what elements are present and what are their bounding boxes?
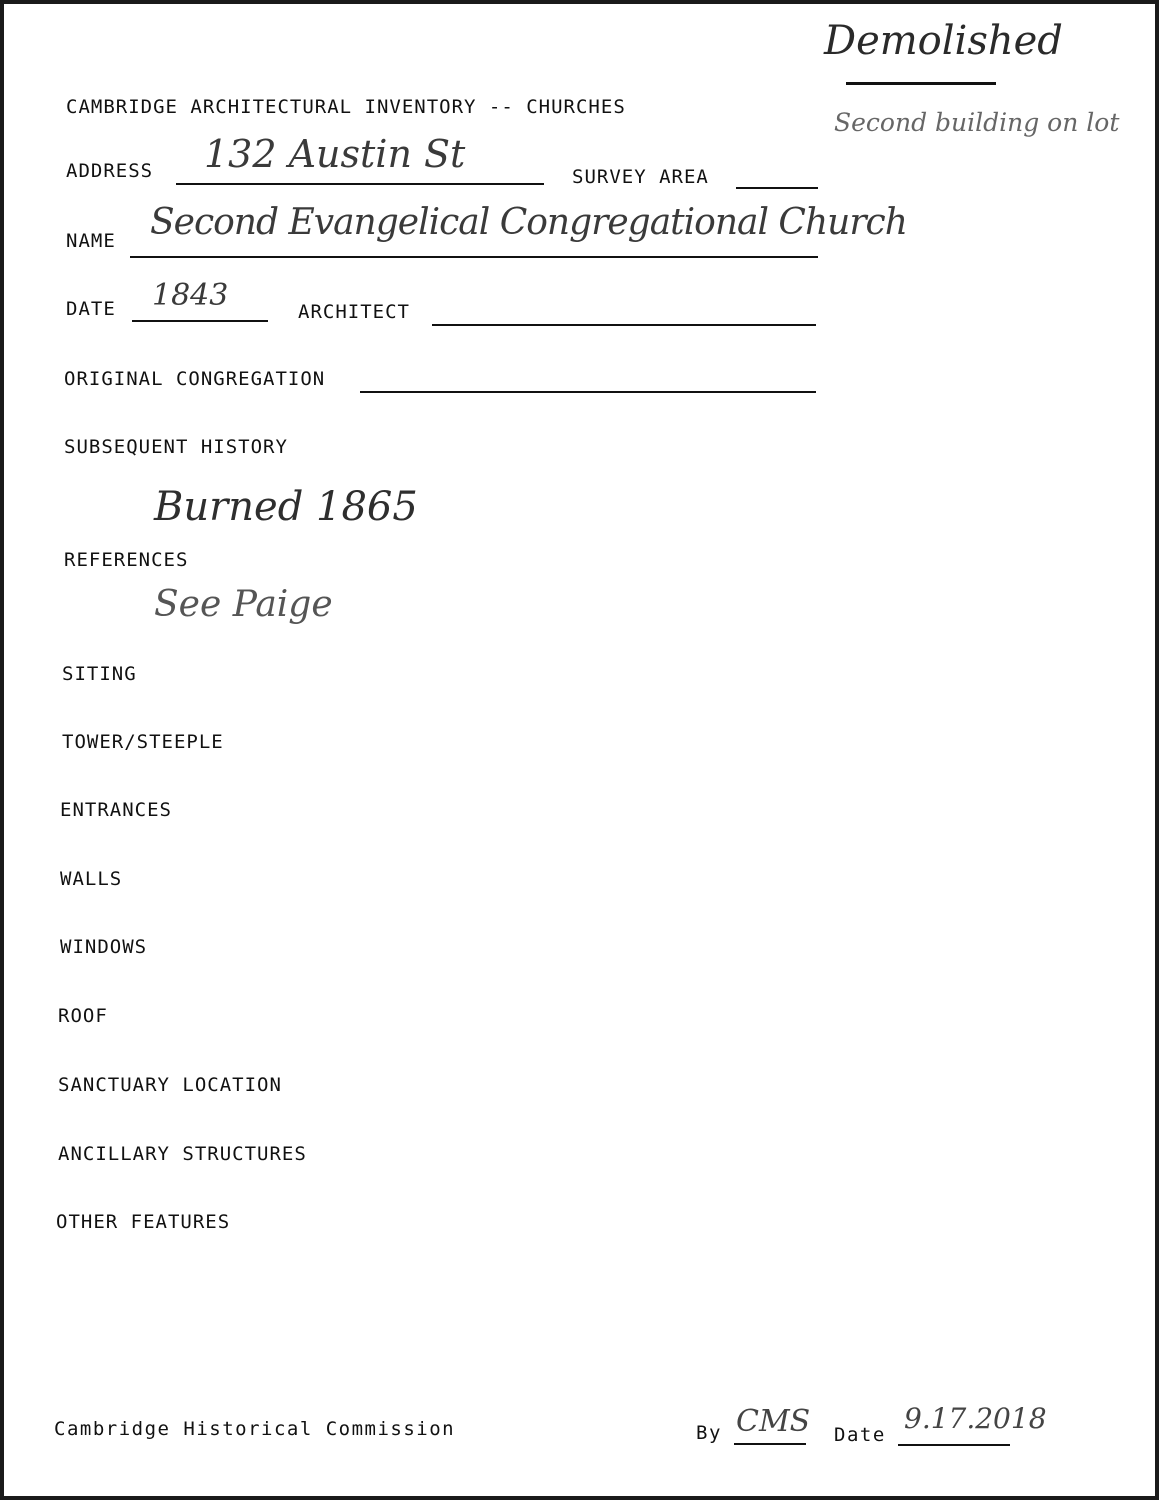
siting-label: SITING [62, 663, 137, 685]
footer-date-line [898, 1444, 1010, 1446]
sanctuary-location-label: SANCTUARY LOCATION [58, 1074, 282, 1096]
architect-label: ARCHITECT [298, 301, 410, 323]
status-underline [846, 82, 996, 85]
roof-label: ROOF [58, 1005, 108, 1027]
survey-date-value: 9.17.2018 [904, 1402, 1047, 1435]
windows-label: WINDOWS [60, 936, 148, 958]
other-features-label: OTHER FEATURES [56, 1211, 231, 1233]
date-line [132, 320, 268, 322]
tower-steeple-label: TOWER/STEEPLE [62, 731, 224, 753]
date-value: 1843 [152, 278, 229, 313]
name-label: NAME [66, 230, 116, 252]
architect-line [432, 324, 816, 326]
initials-value: CMS [736, 1404, 811, 1439]
original-congregation-label: ORIGINAL CONGREGATION [64, 368, 326, 390]
survey-area-label: SURVEY AREA [572, 166, 709, 188]
subsequent-history-value: Burned 1865 [154, 484, 418, 530]
references-value: See Paige [154, 584, 333, 625]
by-label: By [696, 1422, 722, 1444]
footer-date-label: Date [834, 1424, 886, 1446]
initials-line [734, 1443, 806, 1445]
entrances-label: ENTRANCES [60, 799, 172, 821]
walls-label: WALLS [60, 868, 123, 890]
form-title: CAMBRIDGE ARCHITECTURAL INVENTORY -- CHURCHES [66, 96, 626, 118]
original-congregation-line [360, 391, 816, 393]
address-line [176, 183, 544, 185]
date-label: DATE [66, 298, 116, 320]
name-value: Second Evangelical Congregational Church [150, 202, 907, 243]
status-annotation: Demolished [824, 18, 1063, 64]
subsequent-history-label: SUBSEQUENT HISTORY [64, 436, 288, 458]
address-label: ADDRESS [66, 160, 154, 182]
survey-area-line [736, 187, 818, 189]
note-annotation: Second building on lot [834, 108, 1120, 137]
references-label: REFERENCES [64, 549, 189, 571]
commission-name: Cambridge Historical Commission [54, 1418, 456, 1440]
address-value: 132 Austin St [204, 132, 466, 176]
name-line [130, 256, 818, 258]
ancillary-structures-label: ANCILLARY STRUCTURES [58, 1143, 307, 1165]
